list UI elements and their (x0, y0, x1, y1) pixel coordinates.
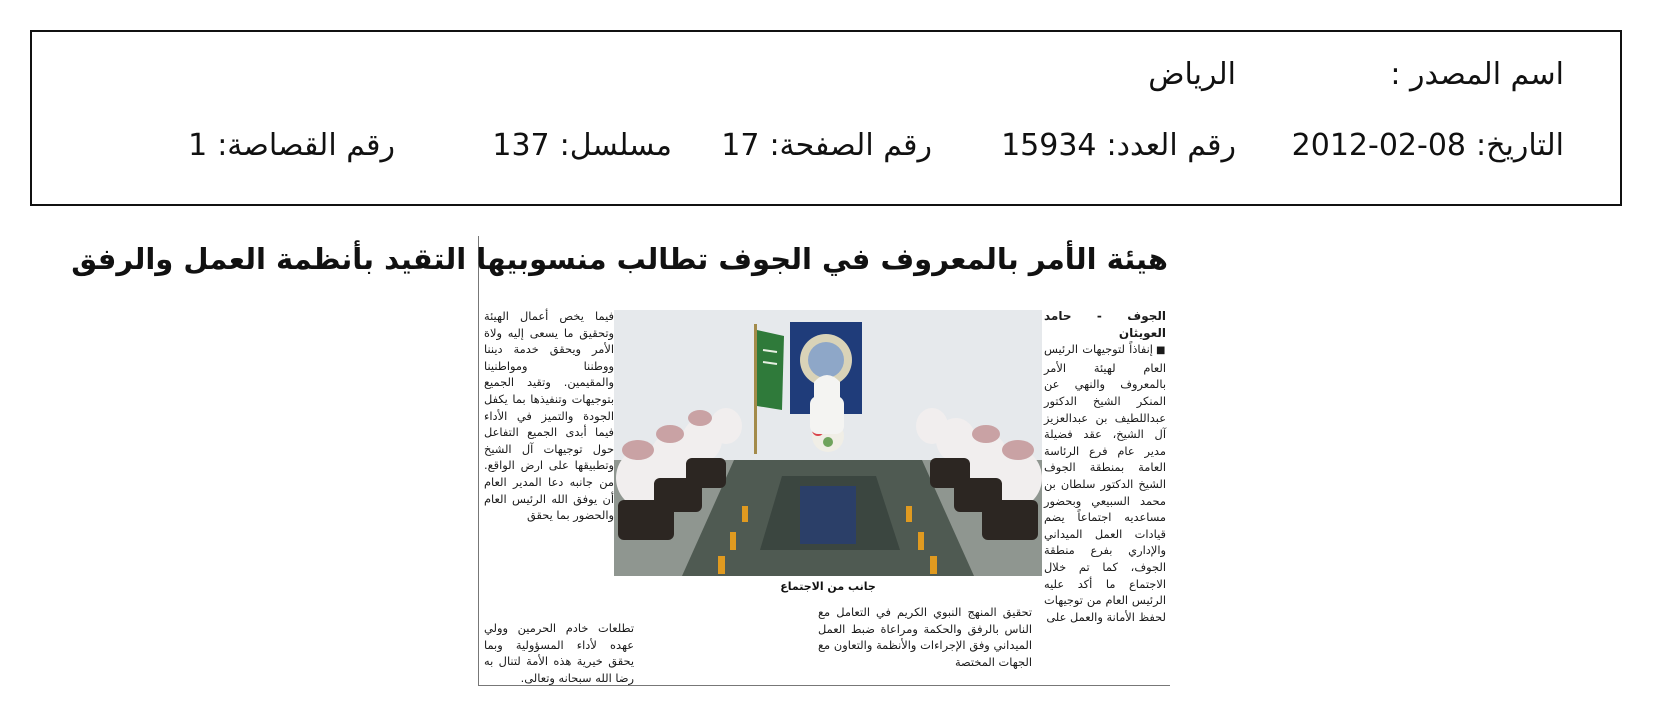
source-label: اسم المصدر : (1390, 57, 1564, 92)
source-value: الرياض (1148, 57, 1236, 92)
serial-label: مسلسل: (559, 128, 672, 163)
date-value: 2012-02-08 (1291, 128, 1467, 163)
page-label: رقم الصفحة: (769, 128, 932, 163)
issue-label: رقم العدد: (1106, 128, 1236, 163)
article-column-right (1044, 308, 1166, 682)
article-column-right-text: إنفاذاً لتوجيهات الرئيس العام لهيئة الأمر بالمعروف والنهي عن المنكر الشيخ الدكتور عبداللطيف بن عبدالعزيز آل الشيخ، عقد فضيلة مدير عام فرع الرئاسة العامة بمنطقة الجوف الشيخ الدكتور سلطان بن محمد السبيعي وبحضور مساعديه اجتماعاً يضم قيادات العمل الميداني والإداري بفرع منطقة الجوف، كما تم خلال الاجتماع ما أكد عليه الرئيس العام من توجيهات لحفظ الأمانة والعمل على (1044, 342, 1166, 624)
meeting-photo-illustration (614, 310, 1042, 576)
bullet-square-icon: ■ (1155, 345, 1166, 357)
article-column-left: فيما يخص أعمال الهيئة وتحقيق ما يسعى إليه ولاة الأمر ويحقق خدمة ديننا ووطننا ومواطنينا والمقيمين. وتقيد الجميع بتوجيهات وتنفيذها بما يكفل الجودة والتميز في الأداء فيما أبدى الجميع التفاعل حول توجيهات آل الشيخ وتطبيقها على ارض الواقع. من جانبه دعا المدير العام أن يوفق الله الرئيس العام والحضور بما يحقق (484, 309, 614, 523)
photo-caption: جانب من الاجتماع (780, 580, 876, 593)
serial-field (492, 128, 672, 163)
article-byline: الجوف - حامد العويثان (1044, 309, 1166, 340)
source-info-box (30, 30, 1622, 206)
issue-field (1001, 128, 1236, 163)
article-column-bottom-left: تطلعات خادم الحرمين وولي عهده لأداء المسؤولية وبما يحقق خيرية هذه الأمة لتنال به رضا الله سبحانه وتعالى. (484, 621, 634, 685)
article-headline: هيئة الأمر بالمعروف في الجوف تطالب منسوبيها التقيد بأنظمة العمل والرفق (71, 242, 1168, 276)
issue-value: 15934 (1001, 128, 1097, 163)
meeting-photo (614, 310, 1042, 576)
article-column-middle: تحقيق المنهج النبوي الكريم في التعامل مع الناس بالرفق والحكمة ومراعاة ضبط العمل الميداني وفق الإجراءات والأنظمة والتعاون مع الجهات المختصة (818, 605, 1032, 669)
flag (757, 330, 784, 410)
date-label: التاريخ: (1476, 128, 1564, 163)
clip-label: رقم القصاصة: (217, 128, 395, 163)
serial-value: 137 (492, 128, 550, 163)
clip-value: 1 (188, 128, 208, 163)
newspaper-clipping (71, 236, 1170, 686)
page-value: 17 (721, 128, 760, 163)
page-field (721, 128, 932, 163)
date-field (1291, 128, 1564, 163)
clip-field (188, 128, 395, 163)
